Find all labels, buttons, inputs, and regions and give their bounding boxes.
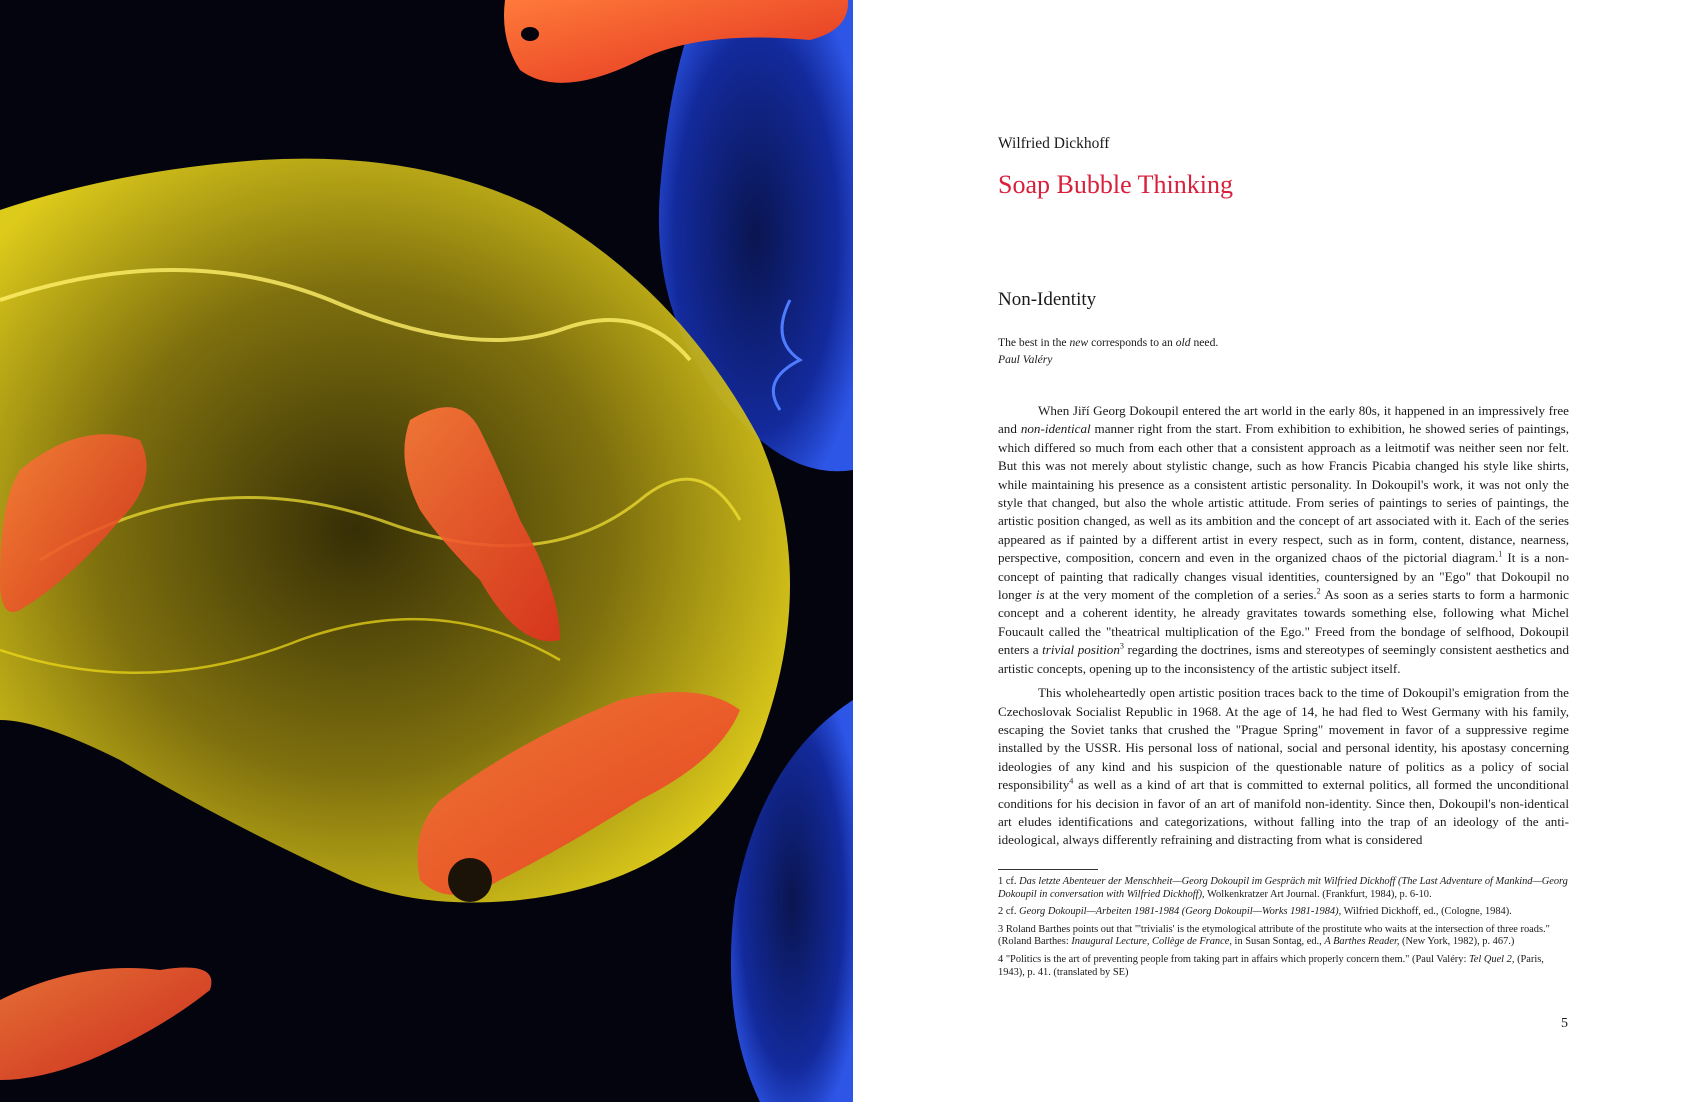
- epigraph-attribution: Paul Valéry: [998, 353, 1053, 366]
- body-paragraph: When Jiří Georg Dokoupil entered the art world in the early 80s, it happened in an impressively free and non-identical manner right from the start. From exhibition to exhibition, he showed series of paintings, which differed so much from each other that a consistent approach as a leitmotif was neither seen nor felt. But this was not merely about stylistic change, such as how Francis Picabia changed his style like shirts, while maintaining his presence as a consistent artistic personality. In Dokoupil's work, it was not only the style that changed, but also the whole artistic attitude. From series of paintings to series of paintings, the artistic position changed, as well as its ambition and the concept of art associated with it. Each of the series appeared as if painted by a different artist in every respect, such as in form, content, distance, nearness, perspective, composition, concern and even in the organized chaos of the pictorial diagram.$^1$ It is a non-concept of painting that radically changes visual identities, countersigned by an "Ego" that Dokoupil no longer is at the very moment of the completion of a series.$^2$ As soon as a series starts to form a harmonic concept and a coherent identity, he already gravitates towards something else, following what Michel Foucault called the "theatrical multiplication of the Ego." Freed from the bondage of selfhood, Dokoupil enters a trivial position$^3$ regarding the doctrines, isms and stereotypes of seemingly consistent aesthetics and artistic concepts, opening up to the inconsistency of the artistic subject itself.: [998, 403, 1570, 676]
- article-body: [998, 402, 1569, 850]
- footnotes: [998, 876, 1569, 984]
- footnote-ref[interactable]: 1: [1498, 549, 1503, 559]
- dark-hole: [521, 27, 539, 41]
- dark-cell: [448, 858, 492, 902]
- epigraph: [998, 334, 1218, 368]
- footnote-ref[interactable]: 3: [1119, 641, 1124, 651]
- article-title: Soap Bubble Thinking: [998, 170, 1233, 199]
- section-heading: Non-Identity: [998, 289, 1097, 310]
- footnote-ref[interactable]: 2: [1316, 586, 1321, 596]
- footnote: 3 Roland Barthes points out that "'trivialis' is the etymological attribute of the prostitute who waits at the intersection of three roads." (Roland Barthes: Inaugural Lecture, Collège de France, in Susan Sontag, ed., A Barthes Reader, (New York, 1982), p. 467.): [998, 923, 1550, 948]
- footnote-rule: [998, 869, 1098, 870]
- footnote: 2 cf. Georg Dokoupil—Arbeiten 1981-1984 (Georg Dokoupil—Works 1981-1984), Wilfried Dickhoff, ed., (Cologne, 1984).: [998, 906, 1512, 918]
- author-name: Wilfried Dickhoff: [998, 135, 1110, 152]
- page-number: 5: [1561, 1016, 1568, 1031]
- text-page: [853, 0, 1692, 1102]
- epigraph-quote: The best in the new corresponds to an old need.: [998, 336, 1219, 349]
- body-paragraph: This wholeheartedly open artistic position traces back to the time of Dokoupil's emigration from the Czechoslovak Socialist Republic in 1968. At the age of 14, he had fled to West Germany with his family, escaping the Soviet tanks that crushed the "Prague Spring" movement in favor of a suppressive regime installed by the USSR. His personal loss of national, social and personal identity, his apostasy concerning ideologies of any kind and his suspicion of the questionable nature of politics as a policy of social responsibility$^4$ as well as a kind of art that is committed to external politics, all formed the unconditional conditions for his decision in favor of an art of manifold non-identity. Since then, Dokoupil's non-identical art eludes identifications and categorizations, without falling into the trap of an ideology of the anti-ideological, always differently refraining and distracting from what is considered: [998, 685, 1569, 848]
- footnote: 1 cf. Das letzte Abenteuer der Menschheit—Georg Dokoupil im Gespräch mit Wilfried Dickhoff (The Last Adventure of Mankind—Georg Dokoupil in conversation with Wilfried Dickhoff), Wolkenkratzer Art Journal. (Frankfurt, 1984), p. 6-10.: [998, 876, 1568, 900]
- footnote: 4 "Politics is the art of preventing people from taking part in affairs which properly concern them." (Paul Valéry: Tel Quel 2, (Paris, 1943), p. 41. (translated by SE): [998, 953, 1544, 978]
- footnote-ref[interactable]: 4: [1069, 776, 1074, 786]
